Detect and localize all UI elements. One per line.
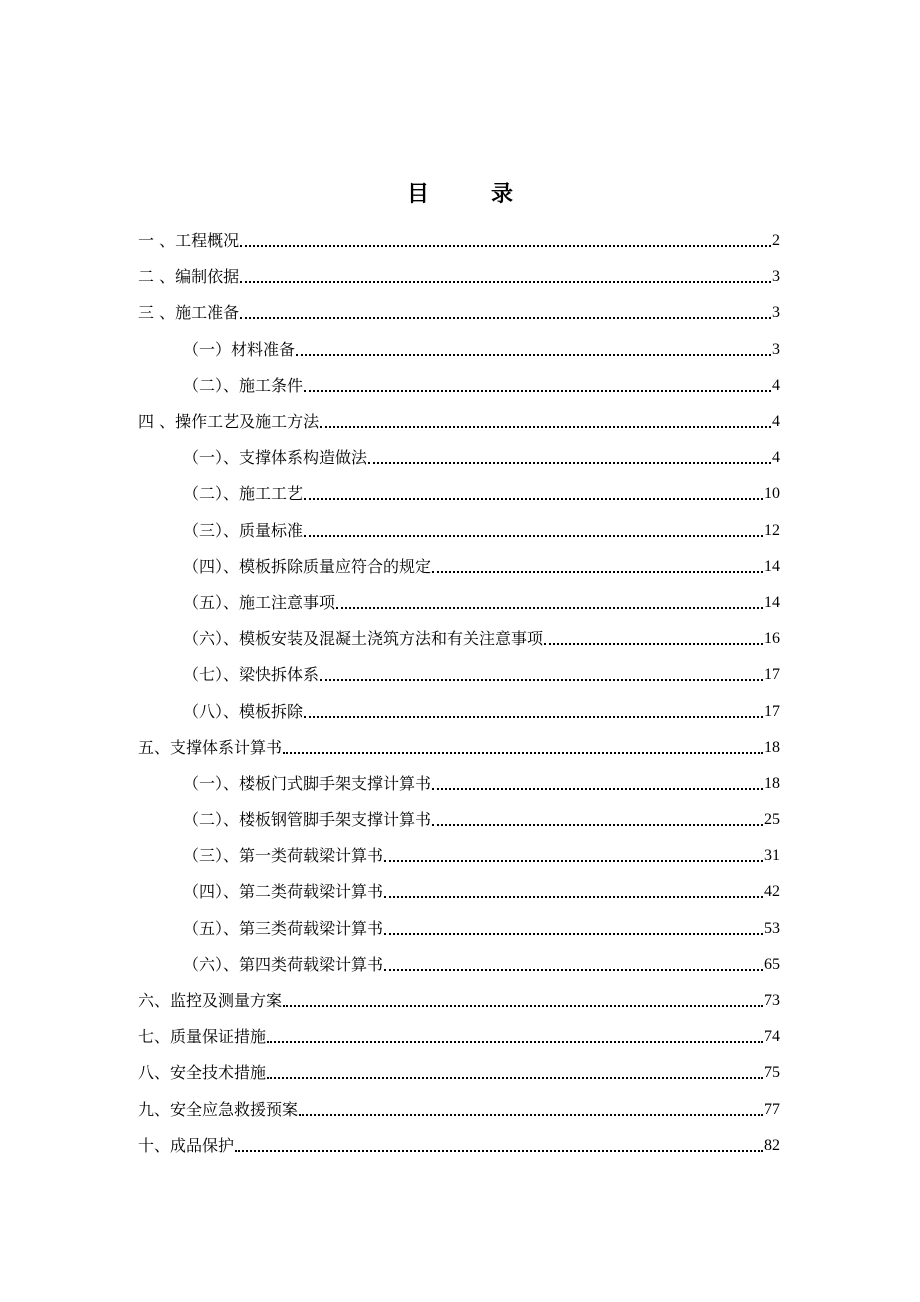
toc-dot-leader bbox=[240, 303, 771, 323]
toc-page-number: 65 bbox=[764, 955, 780, 973]
toc-dot-leader bbox=[240, 267, 771, 287]
toc-page-number: 4 bbox=[772, 449, 780, 467]
toc-entry-label: （五）、第三类荷载梁计算书 bbox=[183, 918, 384, 938]
toc-dot-leader bbox=[304, 484, 763, 504]
toc-page-number: 31 bbox=[764, 847, 780, 865]
toc-entry-label: （二）、施工工艺 bbox=[183, 484, 304, 504]
toc-dot-leader bbox=[384, 919, 763, 939]
toc-entry-label: （三）、质量标准 bbox=[183, 520, 304, 540]
toc-dot-leader bbox=[304, 376, 771, 396]
toc-dot-leader bbox=[296, 340, 771, 360]
toc-page-number: 53 bbox=[764, 919, 780, 937]
toc-page-number: 18 bbox=[764, 738, 780, 756]
toc-dot-leader bbox=[432, 774, 763, 794]
toc-page-number: 42 bbox=[764, 883, 780, 901]
table-of-contents bbox=[138, 223, 780, 1164]
toc-page-number: 4 bbox=[772, 376, 780, 394]
toc-entry[interactable] bbox=[138, 874, 780, 910]
toc-dot-leader bbox=[384, 882, 763, 902]
toc-entry-label: （五）、施工注意事项 bbox=[183, 592, 336, 612]
toc-entry[interactable] bbox=[138, 730, 780, 766]
toc-entry-label: 十、成品保护 bbox=[138, 1135, 235, 1155]
page-title: 目录 bbox=[406, 181, 575, 207]
toc-dot-leader bbox=[432, 810, 763, 830]
toc-entry-label: （三）、第一类荷载梁计算书 bbox=[183, 846, 384, 866]
toc-dot-leader bbox=[432, 557, 763, 577]
toc-entry-label: （六）、模板安装及混凝土浇筑方法和有关注意事项 bbox=[183, 629, 544, 649]
toc-page-number: 75 bbox=[764, 1064, 780, 1082]
toc-dot-leader bbox=[384, 955, 763, 975]
toc-page-number: 3 bbox=[772, 304, 780, 322]
toc-entry-label: 三 、施工准备 bbox=[138, 303, 240, 323]
toc-dot-leader bbox=[320, 665, 763, 685]
toc-entry[interactable] bbox=[138, 838, 780, 874]
toc-entry[interactable] bbox=[138, 621, 780, 657]
toc-entry[interactable] bbox=[138, 585, 780, 621]
toc-page-number: 3 bbox=[772, 340, 780, 358]
toc-dot-leader bbox=[283, 738, 763, 758]
toc-entry[interactable] bbox=[138, 476, 780, 512]
toc-entry[interactable] bbox=[138, 440, 780, 476]
toc-page-number: 73 bbox=[764, 992, 780, 1010]
toc-page-number: 14 bbox=[764, 557, 780, 575]
toc-entry[interactable] bbox=[138, 947, 780, 983]
toc-entry-label: 四 、操作工艺及施工方法 bbox=[138, 412, 320, 432]
toc-entry[interactable] bbox=[138, 1055, 780, 1091]
toc-entry-label: 五、支撑体系计算书 bbox=[138, 737, 283, 757]
toc-entry[interactable] bbox=[138, 911, 780, 947]
toc-page-number: 77 bbox=[764, 1100, 780, 1118]
toc-entry[interactable] bbox=[138, 259, 780, 295]
toc-dot-leader bbox=[299, 1100, 763, 1120]
toc-dot-leader bbox=[320, 412, 771, 432]
toc-entry[interactable] bbox=[138, 1128, 780, 1164]
toc-entry-label: （八）、模板拆除 bbox=[183, 701, 304, 721]
toc-page-number: 14 bbox=[764, 593, 780, 611]
toc-dot-leader bbox=[544, 629, 763, 649]
toc-dot-leader bbox=[235, 1136, 763, 1156]
toc-entry-label: （一）材料准备 bbox=[183, 339, 296, 359]
toc-entry-label: （四）、第二类荷载梁计算书 bbox=[183, 882, 384, 902]
toc-dot-leader bbox=[368, 448, 771, 468]
toc-page-number: 16 bbox=[764, 630, 780, 648]
toc-page-number: 10 bbox=[764, 485, 780, 503]
toc-entry[interactable] bbox=[138, 693, 780, 729]
toc-dot-leader bbox=[304, 702, 763, 722]
toc-page-number: 74 bbox=[764, 1028, 780, 1046]
toc-entry[interactable] bbox=[138, 368, 780, 404]
toc-dot-leader bbox=[283, 991, 763, 1011]
toc-entry[interactable] bbox=[138, 766, 780, 802]
toc-entry[interactable] bbox=[138, 513, 780, 549]
toc-dot-leader bbox=[267, 1027, 763, 1047]
toc-entry-label: 八、安全技术措施 bbox=[138, 1063, 267, 1083]
toc-entry[interactable] bbox=[138, 1019, 780, 1055]
toc-entry-label: （一）、楼板门式脚手架支撑计算书 bbox=[183, 773, 432, 793]
toc-entry[interactable] bbox=[138, 549, 780, 585]
toc-page-number: 17 bbox=[764, 666, 780, 684]
toc-page-number: 12 bbox=[764, 521, 780, 539]
toc-page-number: 4 bbox=[772, 413, 780, 431]
toc-entry-label: （四）、模板拆除质量应符合的规定 bbox=[183, 556, 432, 576]
toc-page-number: 25 bbox=[764, 811, 780, 829]
toc-entry-label: （二）、楼板钢管脚手架支撑计算书 bbox=[183, 810, 432, 830]
toc-entry[interactable] bbox=[138, 657, 780, 693]
toc-entry-label: （二）、施工条件 bbox=[183, 375, 304, 395]
toc-entry-label: （一）、支撑体系构造做法 bbox=[183, 448, 368, 468]
toc-entry[interactable] bbox=[138, 983, 780, 1019]
toc-entry-label: 七、质量保证措施 bbox=[138, 1027, 267, 1047]
toc-entry-label: （七）、梁快拆体系 bbox=[183, 665, 320, 685]
toc-entry-label: 九、安全应急救援预案 bbox=[138, 1099, 299, 1119]
toc-page-number: 3 bbox=[772, 268, 780, 286]
toc-dot-leader bbox=[384, 846, 763, 866]
toc-page-number: 17 bbox=[764, 702, 780, 720]
toc-dot-leader bbox=[240, 231, 771, 251]
toc-dot-leader bbox=[304, 521, 763, 541]
toc-entry[interactable] bbox=[138, 404, 780, 440]
toc-entry-label: （六）、第四类荷载梁计算书 bbox=[183, 954, 384, 974]
toc-entry-label: 二 、编制依据 bbox=[138, 267, 240, 287]
toc-entry[interactable] bbox=[138, 223, 780, 259]
toc-entry-label: 一 、工程概况 bbox=[138, 231, 240, 251]
toc-entry[interactable] bbox=[138, 1092, 780, 1128]
toc-dot-leader bbox=[336, 593, 763, 613]
toc-entry[interactable] bbox=[138, 802, 780, 838]
toc-page-number: 18 bbox=[764, 774, 780, 792]
toc-entry[interactable] bbox=[138, 332, 780, 368]
toc-page-number: 82 bbox=[764, 1136, 780, 1154]
toc-page-number: 2 bbox=[772, 232, 780, 250]
toc-entry-label: 六、监控及测量方案 bbox=[138, 991, 283, 1011]
toc-entry[interactable] bbox=[138, 295, 780, 331]
toc-dot-leader bbox=[267, 1063, 763, 1083]
